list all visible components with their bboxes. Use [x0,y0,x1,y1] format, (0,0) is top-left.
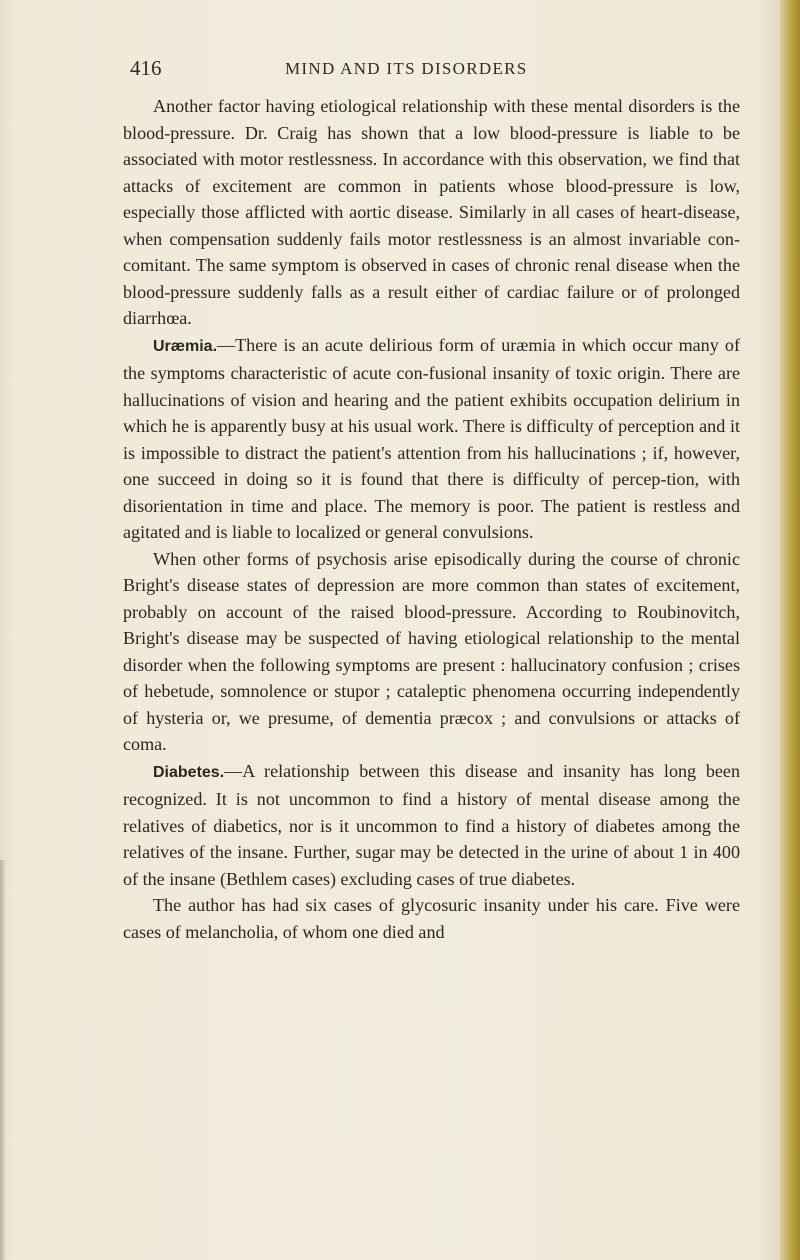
paragraph [123,546,740,758]
section-heading-uraemia: Uræmia. [153,337,218,355]
page-gutter-shadow [0,860,6,1260]
section-heading-diabetes: Diabetes. [153,763,225,781]
page-header [0,56,800,86]
paragraph [123,93,740,332]
paragraph-text: Another factor having etiological relationship with these mental disorders is the blood-pressure. Dr. Craig has shown that a low blood-pressure is liable to be associated with motor restlessness. In accordance with this observation, we find that attacks of excitement are common in patients whose blood-pressure is low, especially those afflicted with aortic disease. Similarly in all cases of heart-disease, when compensation suddenly fails motor restlessness is an almost invariable con-comitant. The same symptom is observed in cases of chronic renal disease when the blood-pressure suddenly falls as a result either of cardiac failure or of prolonged diarrhœa. [123,96,740,328]
paragraph-text: When other forms of psychosis arise episodically during the course of chronic Bright's disease states of depression are more common than states of excitement, probably on account of the raised blood-pressure. According to Roubinovitch, Bright's disease may be suspected of having etiological relationship to the mental disorder when the following symptoms are present : hallucinatory confusion ; crises of hebetude, somnolence or stupor ; cataleptic phenomena occurring independently of hysteria or, we presume, of dementia præcox ; and convulsions or attacks of coma. [123,548,740,754]
paragraph-text: —A relationship between this disease and insanity has long been recognized. It is not uncommon to find a history of mental disease among the relatives of diabetics, nor is it uncommon to find a history of diabetes among the relatives of the insane. Further, sugar may be detected in the urine of about 1 in 400 of the insane (Bethlem cases) excluding cases of true diabetes. [123,760,740,889]
paragraph-text: —There is an acute delirious form of uræmia in which occur many of the symptoms characteristic of acute con-fusional insanity of toxic origin. There are hallucinations of vision and hearing and the patient exhibits occupation delirium in which he is apparently busy at his usual work. There is difficulty of perception and it is impossible to distract the patient's attention from his hallucinations ; if, however, one succeed in doing so it is found that there is difficulty of percep-tion, with disorientation in time and place. The memory is poor. The patient is restless and agitated and is liable to localized or general convulsions. [123,334,740,542]
paragraph [123,758,740,893]
page-edge [780,0,800,1260]
running-head: MIND AND ITS DISORDERS [285,59,528,78]
paragraph [123,892,740,945]
page-number: 416 [130,56,162,80]
paragraph-text: The author has had six cases of glycosuric insanity under his care. Five were cases of melancholia, of whom one died and [123,895,740,942]
paragraph [123,332,740,546]
body-text [123,93,740,945]
